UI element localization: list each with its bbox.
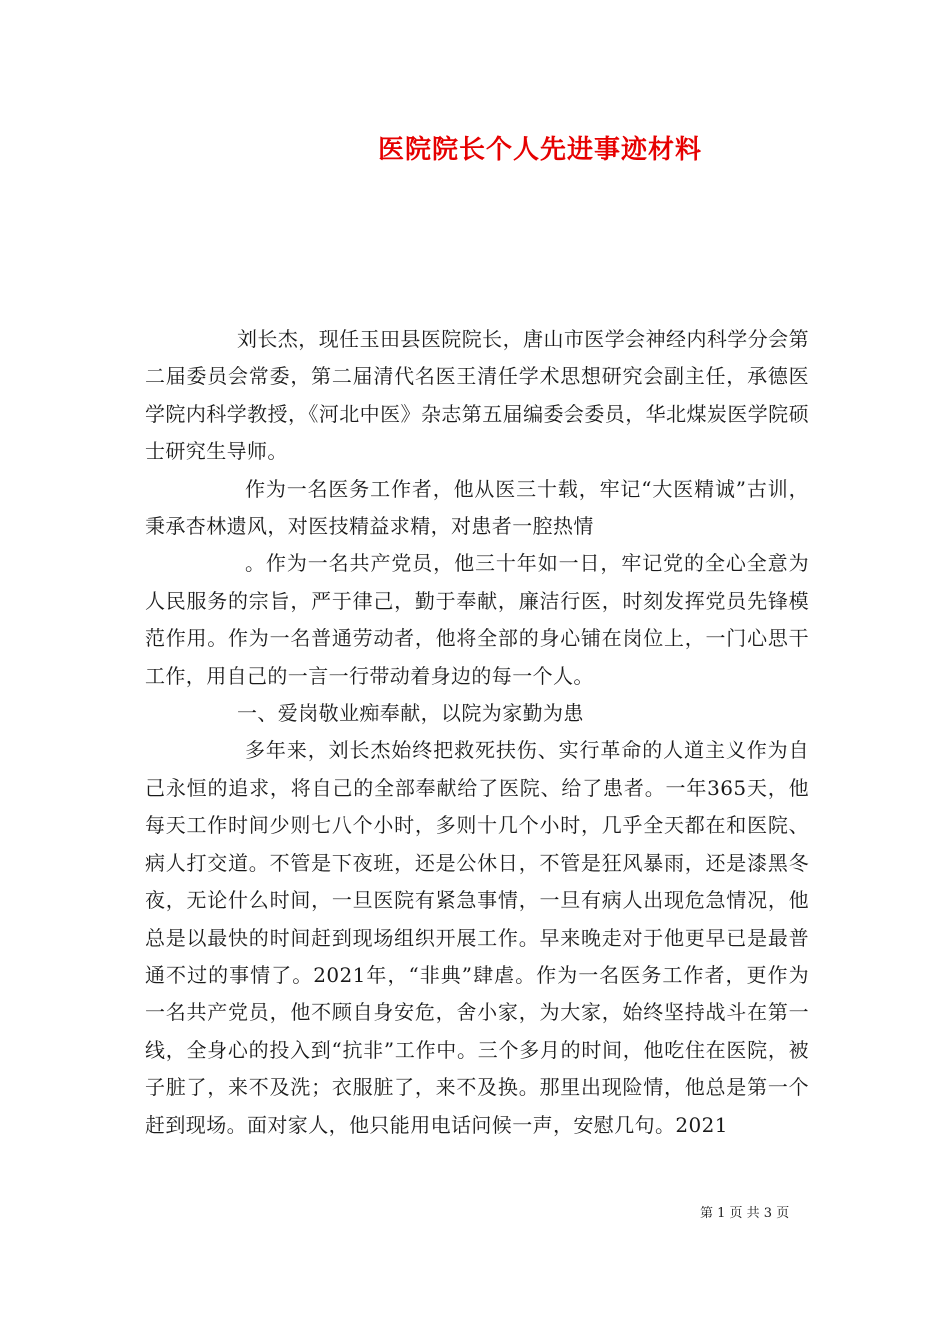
section-heading: 一、爱岗敬业痴奉献，以院为家勤为患 — [237, 701, 584, 726]
paragraph-doctor: 作为一名医务工作者，他从医三十载，牢记“大医精诚”古训，秉承杏林遗风，对医技精益求精，对患者一腔热情 — [145, 476, 809, 539]
paragraph-party-member: 。作为一名共产党员，他三十年如一日，牢记党的全心全意为人民服务的宗旨，严于律己，勤于奉献，廉洁行医，时刻发挥党员先锋模范作用。作为一名普通劳动者，他将全部的身心铺在岗位上，一门心思干工作，用自己的一言一行带动着身边的每一个人。 — [145, 551, 809, 688]
document-title: 医院院长个人先进事迹材料 — [377, 135, 702, 165]
paragraph-intro: 刘长杰，现任玉田县医院院长，唐山市医学会神经内科学分会第二届委员会常委，第二届清代名医王清任学术思想研究会副主任，承德医学院内科学教授，《河北中医》杂志第五届编委会委员，华北煤炭医学院硕士研究生导师。 — [145, 327, 809, 464]
paragraph-dedication: 多年来，刘长杰始终把救死扶伤、实行革命的人道主义作为自己永恒的追求，将自己的全部奉献给了医院、给了患者。一年365天，他每天工作时间少则七八个小时，多则十几个小时，几乎全天都在和医院、病人打交道。不管是下夜班，还是公休日，不管是狂风暴雨，还是漆黑冬夜，无论什么时间，一旦医院有紧急事情，一旦有病人出现危急情况，他总是以最快的时间赶到现场组织开展工作。早来晚走对于他更早已是最普通不过的事情了。2021年，“非典”肆虐。作为一名医务工作者，更作为一名共产党员，他不顾自身安危，舍小家，为大家，始终坚持战斗在第一线，全身心的投入到“抗非”工作中。三个多月的时间，他吃住在医院，被子脏了，来不及洗；衣服脏了，来不及换。那里出现险情，他总是第一个赶到现场。面对家人，他只能用电话问候一声，安慰几句。2021 — [145, 738, 809, 1137]
document-body — [145, 321, 809, 1144]
page-number: 第 1 页 共 3 页 — [700, 1206, 790, 1221]
